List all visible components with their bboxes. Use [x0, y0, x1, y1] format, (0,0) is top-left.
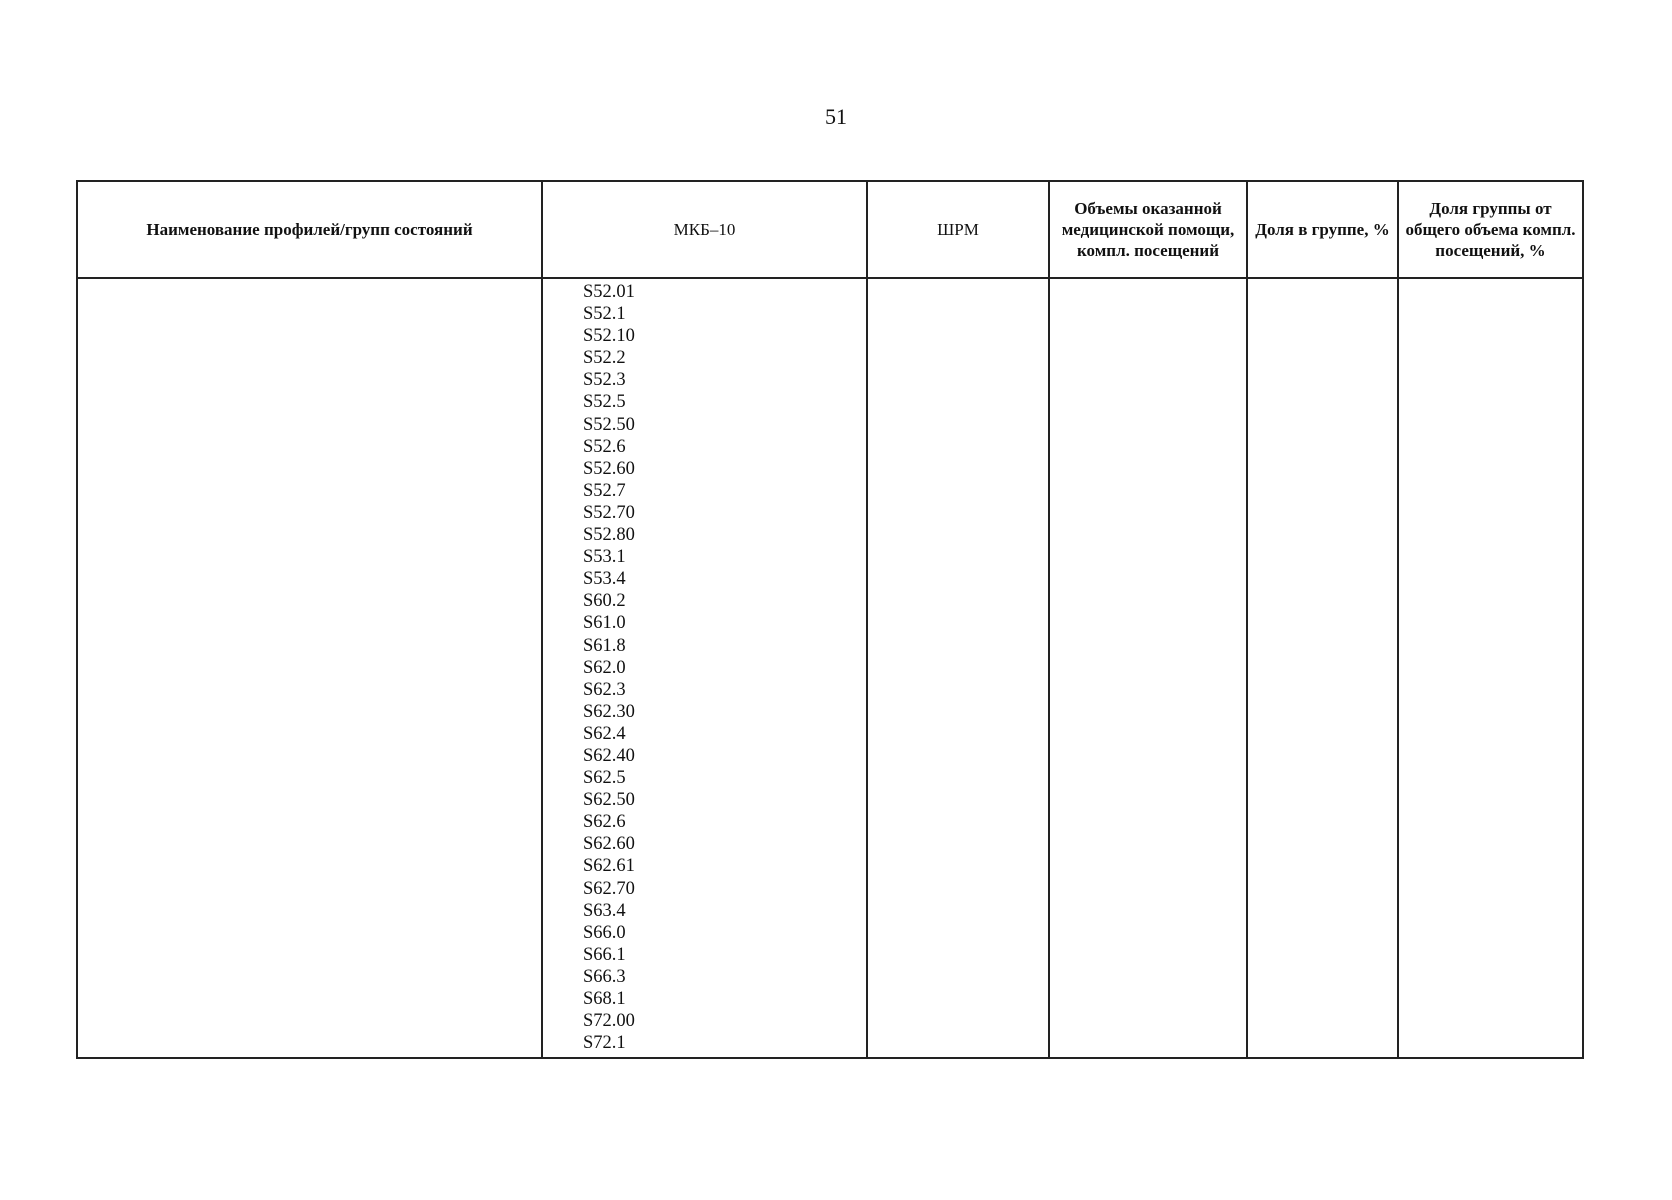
mkb-code: S52.6 [583, 436, 626, 457]
mkb-code: S61.0 [583, 613, 626, 634]
mkb-code: S62.30 [583, 701, 635, 722]
mkb-code: S52.3 [583, 370, 626, 391]
header-volume: Объемы оказанной медицинской помощи, компл. посещений [1049, 181, 1247, 278]
cell-share-in-group [1247, 278, 1398, 1058]
mkb-code: S52.01 [583, 282, 635, 302]
mkb-code: S52.80 [583, 525, 635, 546]
table-header-row [77, 181, 1583, 278]
mkb-code: S53.1 [583, 547, 626, 568]
header-mkb: МКБ–10 [542, 181, 867, 278]
mkb-code: S52.70 [583, 502, 635, 523]
mkb-code: S62.4 [583, 723, 626, 744]
cell-name [77, 278, 542, 1058]
mkb-code: S62.70 [583, 878, 635, 899]
mkb-code: S63.4 [583, 900, 626, 921]
mkb-code: S62.0 [583, 657, 626, 678]
mkb-code: S52.2 [583, 348, 626, 369]
cell-mkb [542, 278, 867, 1058]
mkb-code: S66.3 [583, 966, 626, 987]
mkb-code: S60.2 [583, 591, 626, 612]
mkb-code: S61.8 [583, 635, 626, 656]
mkb-code: S62.61 [583, 856, 635, 877]
mkb-code: S52.50 [583, 414, 635, 435]
mkb-code: S62.6 [583, 812, 626, 833]
mkb-code: S62.40 [583, 745, 635, 766]
cell-share-of-total [1398, 278, 1583, 1058]
header-share-in-group: Доля в группе, % [1247, 181, 1398, 278]
mkb-code: S66.0 [583, 922, 626, 943]
mkb-code: S62.50 [583, 790, 635, 811]
mkb-code: S52.10 [583, 326, 635, 347]
mkb-code: S62.60 [583, 834, 635, 855]
icd-codes-table [76, 180, 1584, 1059]
page-number: 51 [825, 104, 847, 129]
mkb-code: S52.60 [583, 458, 635, 479]
mkb-code: S62.5 [583, 768, 626, 789]
header-share-of-total: Доля группы от общего объема компл. посещений, % [1398, 181, 1583, 278]
mkb-code: S68.1 [583, 989, 626, 1009]
mkb-code: S62.3 [583, 679, 626, 700]
mkb-code: S52.1 [583, 304, 626, 325]
mkb-code-list [543, 279, 866, 1054]
table-row [77, 278, 1583, 1058]
header-shrm: ШРМ [867, 181, 1049, 278]
cell-shrm [867, 278, 1049, 1058]
mkb-code: S66.1 [583, 944, 626, 965]
cell-volume [1049, 278, 1247, 1058]
mkb-code: S53.4 [583, 569, 626, 590]
mkb-code: S52.7 [583, 480, 626, 501]
mkb-code: S72.00 [583, 1011, 635, 1032]
mkb-code: S72.1 [583, 1033, 626, 1054]
header-name: Наименование профилей/групп состояний [77, 181, 542, 278]
mkb-code: S52.5 [583, 392, 626, 413]
